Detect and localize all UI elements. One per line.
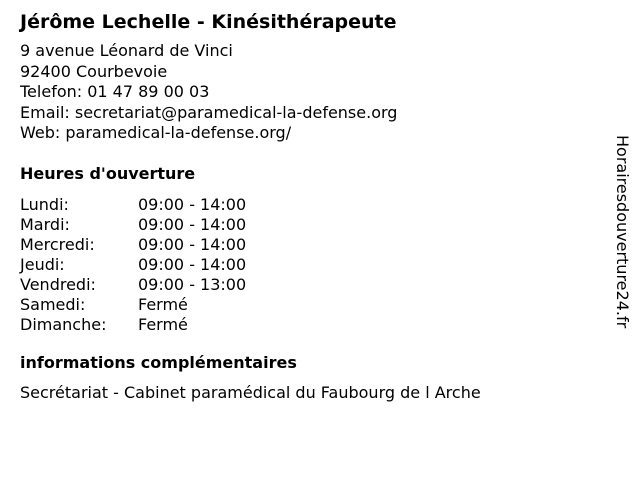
contact-block [20, 41, 600, 144]
time-range: 09:00 - 14:00 [138, 234, 247, 254]
time-range: 09:00 - 14:00 [138, 214, 247, 234]
day-label: Dimanche: [20, 314, 107, 334]
time-range: 09:00 - 14:00 [138, 194, 247, 214]
hours-row-monday [20, 195, 600, 215]
day-label: Samedi: [20, 294, 86, 314]
time-range: 09:00 - 14:00 [138, 254, 247, 274]
day-label: Mardi: [20, 214, 70, 234]
hours-row-friday [20, 275, 600, 295]
hours-row-wednesday [20, 235, 600, 255]
day-label: Vendredi: [20, 274, 96, 294]
opening-hours-heading: Heures d'ouverture [20, 163, 196, 183]
day-label: Mercredi: [20, 234, 95, 254]
hours-row-sunday [20, 315, 600, 335]
phone-number: Telefon: 01 47 89 00 03 [20, 82, 210, 101]
additional-info-text: Secrétariat - Cabinet paramédical du Faubourg de l Arche [20, 382, 481, 402]
hours-row-tuesday [20, 215, 600, 235]
day-label: Lundi: [20, 194, 69, 214]
time-range: 09:00 - 13:00 [138, 274, 247, 294]
address-city: 92400 Courbevoie [20, 61, 168, 81]
address-street: 9 avenue Léonard de Vinci [20, 41, 233, 60]
hours-row-saturday [20, 295, 600, 315]
business-card [20, 10, 600, 403]
opening-hours-list [20, 195, 600, 335]
day-label: Jeudi: [20, 254, 65, 274]
site-watermark: Horairesdouverture24.fr [613, 135, 632, 329]
time-range: Fermé [138, 314, 188, 334]
website: Web: paramedical-la-defense.org/ [20, 123, 292, 142]
business-title: Jérôme Lechelle - Kinésithérapeute [20, 11, 397, 33]
time-range: Fermé [138, 294, 188, 314]
email-address: Email: secretariat@paramedical-la-defense.org [20, 102, 398, 122]
additional-info-heading: informations complémentaires [20, 352, 297, 372]
hours-row-thursday [20, 255, 600, 275]
